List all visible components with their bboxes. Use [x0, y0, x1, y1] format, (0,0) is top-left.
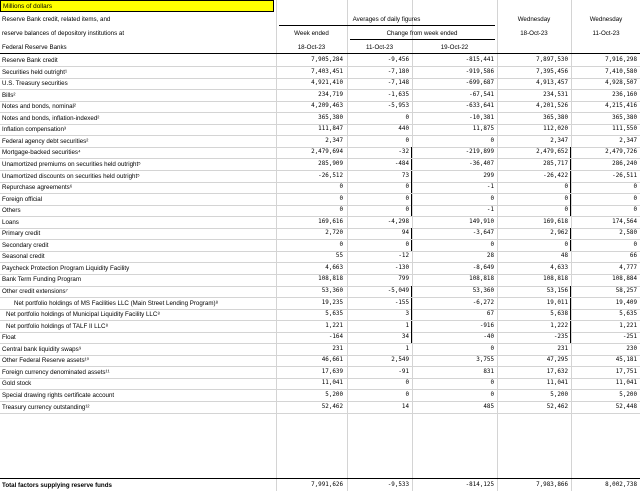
wednesday-header: Wednesday [517, 16, 551, 23]
row-value: 365,380 [543, 114, 568, 121]
row-value: -26,511 [612, 172, 637, 179]
row-value: 0 [405, 114, 409, 121]
row-value: -164 [328, 334, 343, 341]
row-value: -32 [398, 149, 409, 156]
row-value: 7,410,580 [605, 68, 637, 75]
row-value: 108,818 [469, 276, 494, 283]
cell-border [411, 240, 412, 251]
row-value: 3 [405, 311, 409, 318]
row-value: 2,479,694 [311, 149, 343, 156]
row-label: Secondary credit [2, 241, 49, 249]
row-value: -1,635 [387, 91, 409, 98]
row-value: 19,235 [321, 299, 343, 306]
total-value: 8,002,738 [605, 482, 637, 488]
row-value: 1,221 [619, 322, 637, 329]
row-value: 73 [401, 172, 409, 179]
row-value: 45,181 [615, 357, 637, 364]
row-value: 2,549 [391, 357, 409, 364]
row-value: 17,632 [546, 368, 568, 375]
row-value: 169,618 [543, 218, 568, 225]
row-value: 0 [339, 195, 343, 202]
row-value: 0 [490, 137, 494, 144]
cell-border [570, 286, 571, 297]
row-value: 231 [557, 345, 568, 352]
row-value: 2,720 [325, 230, 343, 237]
cell-border [411, 298, 412, 309]
row-value: 0 [339, 184, 343, 191]
row-value: 5,635 [325, 311, 343, 318]
row-value: 0 [405, 241, 409, 248]
row-value: 4,633 [550, 264, 568, 271]
row-value: -3,647 [472, 230, 494, 237]
week-ended-header: Week ended [294, 30, 329, 37]
row-label: Federal agency debt securities² [2, 137, 89, 145]
row-label: Unamortized discounts on securities held outright⁵ [2, 172, 140, 180]
row-value: 108,818 [543, 276, 568, 283]
row-value: 4,215,416 [605, 103, 637, 110]
row-value: 4,201,526 [536, 103, 568, 110]
row-label: Foreign official [2, 195, 43, 203]
row-value: 4,928,507 [605, 80, 637, 87]
row-value: 0 [633, 241, 637, 248]
cell-border [411, 147, 412, 158]
row-value: 0 [490, 195, 494, 202]
row-value: 11,041 [321, 380, 343, 387]
row-value: 4,921,410 [311, 80, 343, 87]
total-value: -9,533 [387, 482, 409, 488]
row-value: 55 [335, 253, 343, 260]
row-value: 7,905,284 [311, 57, 343, 63]
row-label: Notes and bonds, inflation-indexed² [2, 114, 100, 122]
row-value: 58,257 [615, 288, 637, 294]
row-value: 365,380 [318, 114, 343, 121]
row-label: Other Federal Reserve assets¹⁰ [2, 357, 90, 365]
row-value: 0 [405, 207, 409, 214]
row-label: Net portfolio holdings of MS Facilities LLC (Main Street Lending Program)⁸ [14, 299, 219, 307]
sheet-title: Millions of dollars [3, 3, 53, 10]
row-value: 234,719 [318, 91, 343, 98]
row-value: 52,462 [321, 403, 343, 410]
row-label: Securities held outright¹ [2, 68, 68, 76]
cell-border [570, 332, 571, 343]
row-value: -4,298 [387, 218, 409, 225]
row-value: 5,200 [550, 391, 568, 398]
row-value: 5,200 [619, 391, 637, 398]
cell-border [411, 286, 412, 297]
wednesday-date: 11-Oct-23 [592, 30, 620, 37]
row-label: Mortgage-backed securities⁴ [2, 149, 81, 157]
row-label: U.S. Treasury securities [2, 80, 68, 88]
cell-border [411, 182, 412, 193]
row-value: -67,541 [469, 91, 494, 98]
row-value: 47,295 [546, 357, 568, 364]
row-value: 11,875 [472, 126, 494, 133]
row-value: -7,148 [387, 80, 409, 87]
cell-border [570, 205, 571, 216]
row-value: -5,049 [387, 288, 409, 294]
row-value: -36,407 [469, 160, 494, 167]
row-value: 48 [560, 253, 568, 260]
row-value: 46,661 [321, 357, 343, 364]
row-value: 2,962 [550, 230, 568, 237]
row-label: Gold stock [2, 380, 32, 388]
row-value: 17,639 [321, 368, 343, 375]
row-value: 0 [490, 241, 494, 248]
total-value: -814,125 [465, 482, 494, 488]
row-value: -815,441 [465, 57, 494, 63]
row-value: -633,641 [465, 103, 494, 110]
row-value: -251 [622, 334, 637, 341]
row-value: 0 [490, 345, 494, 352]
row-value: 365,380 [612, 114, 637, 121]
row-value: 4,209,463 [311, 103, 343, 110]
row-value: 286,240 [612, 160, 637, 167]
row-value: -235 [553, 334, 568, 341]
row-label: Seasonal credit [2, 253, 45, 261]
row-value: 4,913,457 [536, 80, 568, 87]
row-value: -484 [394, 160, 409, 167]
row-value: 2,347 [550, 137, 568, 144]
row-value: 149,910 [469, 218, 494, 225]
row-value: -155 [394, 299, 409, 306]
row-value: 0 [564, 184, 568, 191]
row-value: 7,916,298 [605, 57, 637, 63]
row-value: -12 [398, 253, 409, 260]
row-label: Primary credit [2, 230, 41, 238]
row-value: 1,221 [325, 322, 343, 329]
row-value: 19,011 [546, 299, 568, 306]
row-value: 11,041 [615, 380, 637, 387]
row-value: 2,347 [619, 137, 637, 144]
averages-header: Averages of daily figures [352, 16, 421, 23]
row-value: 1 [405, 345, 409, 352]
row-value: 5,200 [325, 391, 343, 398]
row-value: 108,818 [318, 276, 343, 283]
header-desc-line: Federal Reserve Banks [2, 44, 67, 51]
row-label: Other credit extensions⁷ [2, 288, 68, 295]
cell-border [570, 298, 571, 309]
cell-border [570, 309, 571, 320]
cell-border [411, 205, 412, 216]
row-value: 52,462 [546, 403, 568, 410]
row-value: 831 [483, 368, 494, 375]
row-value: -7,180 [387, 68, 409, 75]
row-value: 28 [486, 253, 494, 260]
row-label: Treasury currency outstanding¹² [2, 403, 90, 411]
row-value: 485 [483, 403, 494, 410]
row-label: Unamortized premiums on securities held outright⁵ [2, 160, 141, 168]
cell-border [570, 147, 571, 158]
row-value: -26,422 [543, 172, 568, 179]
averages-underline [279, 25, 495, 26]
cell-border [411, 171, 412, 182]
row-value: 52,448 [615, 403, 637, 410]
row-value: 0 [633, 184, 637, 191]
row-value: -26,512 [318, 172, 343, 179]
cell-border [411, 321, 412, 332]
row-value: -916 [479, 322, 494, 329]
row-value: 2,479,652 [536, 149, 568, 156]
cell-border [570, 159, 571, 170]
row-label: Notes and bonds, nominal² [2, 103, 76, 111]
row-label: Special drawing rights certificate account [2, 391, 115, 399]
row-value: 231 [332, 345, 343, 352]
row-value: 0 [339, 241, 343, 248]
grid-row-line [0, 413, 640, 414]
cell-border [570, 321, 571, 332]
change-underline [350, 39, 495, 40]
cell-border [411, 194, 412, 205]
cell-border [411, 332, 412, 343]
row-value: -699,687 [465, 80, 494, 87]
row-value: 0 [564, 241, 568, 248]
row-value: 169,616 [318, 218, 343, 225]
cell-border [570, 194, 571, 205]
row-value: 108,884 [612, 276, 637, 283]
row-value: 285,909 [318, 160, 343, 167]
row-value: -219,899 [465, 149, 494, 156]
row-value: -919,586 [465, 68, 494, 75]
row-label: Float [2, 334, 16, 342]
header-desc-line: Reserve Bank credit, related items, and [2, 16, 111, 23]
cell-border [411, 159, 412, 170]
row-value: 14 [401, 403, 409, 410]
row-value: 2,347 [325, 137, 343, 144]
row-value: 299 [483, 172, 494, 179]
row-value: 94 [401, 230, 409, 237]
row-value: 11,041 [546, 380, 568, 387]
header-border [0, 53, 640, 54]
total-label: Total factors supplying reserve funds [2, 482, 112, 489]
change-date: 11-Oct-23 [365, 44, 394, 51]
row-value: 112,020 [543, 126, 568, 133]
row-value: 236,160 [612, 91, 637, 98]
row-value: 440 [398, 126, 409, 133]
row-value: 4,663 [325, 264, 343, 271]
row-label: Net portfolio holdings of TALF II LLC⁸ [6, 322, 109, 330]
row-value: 53,360 [321, 288, 343, 294]
total-value: 7,991,626 [311, 482, 343, 488]
row-value: 1 [405, 322, 409, 329]
wednesday-header: Wednesday [589, 16, 623, 23]
row-value: 7,395,456 [536, 68, 568, 75]
cell-border [570, 228, 571, 239]
row-value: 34 [401, 334, 409, 341]
title-bar [0, 0, 274, 12]
row-value: 17,751 [615, 368, 637, 375]
row-label: Bills² [2, 91, 16, 99]
row-value: 0 [405, 137, 409, 144]
total-separator [0, 478, 640, 479]
row-value: 285,717 [543, 160, 568, 167]
change-header: Change from week ended [386, 30, 458, 37]
row-value: 0 [339, 207, 343, 214]
row-label: Central bank liquidity swaps⁹ [2, 345, 82, 353]
row-value: 230 [626, 345, 637, 352]
row-value: 0 [564, 207, 568, 214]
row-label: Reserve Bank credit [2, 57, 58, 64]
row-value: -91 [398, 368, 409, 375]
row-value: 0 [490, 391, 494, 398]
row-value: 2,479,726 [605, 149, 637, 156]
row-value: 234,531 [543, 91, 568, 98]
row-value: 53,360 [472, 288, 494, 294]
row-value: -40 [483, 334, 494, 341]
change-date: 19-Oct-22 [440, 44, 469, 51]
row-value: -10,381 [469, 114, 494, 121]
row-label: Inflation compensation³ [2, 126, 66, 134]
row-value: 799 [398, 276, 409, 283]
row-value: 0 [633, 195, 637, 202]
row-value: 19,409 [615, 299, 637, 306]
row-value: 111,550 [612, 126, 637, 133]
row-value: 0 [405, 184, 409, 191]
row-value: 0 [633, 207, 637, 214]
total-value: 7,983,866 [536, 482, 568, 488]
row-value: 3,755 [476, 357, 494, 364]
row-value: -5,953 [387, 103, 409, 110]
cell-border [570, 240, 571, 251]
cell-border [570, 171, 571, 182]
row-value: 67 [486, 311, 494, 318]
header-desc-line: reserve balances of depository institutions at [2, 30, 125, 37]
row-label: Net portfolio holdings of Municipal Liquidity Facility LLC⁸ [6, 311, 160, 319]
row-label: Loans [2, 218, 19, 226]
row-label: Bank Term Funding Program [2, 276, 81, 284]
row-value: -1 [486, 184, 494, 191]
week-date: 18-Oct-23 [297, 44, 326, 51]
row-value: 0 [405, 391, 409, 398]
row-value: 2,580 [619, 230, 637, 237]
row-label: Paycheck Protection Program Liquidity Facility [2, 264, 130, 272]
row-value: 4,777 [619, 264, 637, 271]
row-value: 7,403,451 [311, 68, 343, 75]
row-value: 5,635 [619, 311, 637, 318]
row-value: 0 [490, 380, 494, 387]
row-value: 5,638 [550, 311, 568, 318]
row-value: -1 [486, 207, 494, 214]
row-value: -130 [394, 264, 409, 271]
row-value: 0 [405, 380, 409, 387]
cell-border [411, 228, 412, 239]
row-label: Repurchase agreements⁶ [2, 184, 73, 192]
cell-border [411, 309, 412, 320]
row-value: -9,456 [387, 57, 409, 63]
row-value: 174,564 [612, 218, 637, 225]
row-value: -8,649 [472, 264, 494, 271]
row-label: Others [2, 207, 21, 215]
row-label: Foreign currency denominated assets¹¹ [2, 368, 110, 376]
row-value: 7,897,530 [536, 57, 568, 63]
row-value: 1,222 [550, 322, 568, 329]
cell-border [570, 182, 571, 193]
row-value: 0 [564, 195, 568, 202]
row-value: 66 [629, 253, 637, 260]
row-value: -6,272 [472, 299, 494, 306]
row-value: 111,847 [318, 126, 343, 133]
wednesday-date: 18-Oct-23 [520, 30, 548, 37]
row-value: 0 [405, 195, 409, 202]
row-value: 53,156 [546, 288, 568, 294]
